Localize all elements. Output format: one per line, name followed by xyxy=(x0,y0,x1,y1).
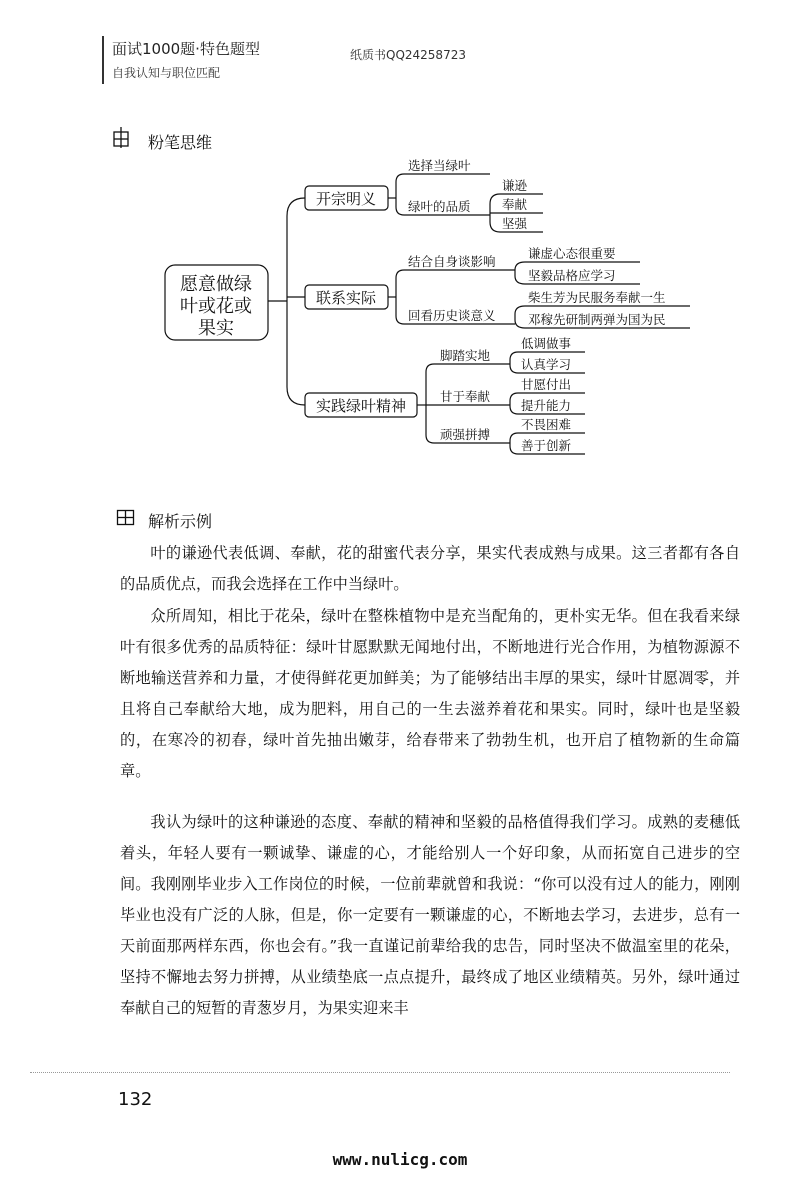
mindmap-child: 甘于奉献 xyxy=(440,389,491,404)
footer-url: www.nulicg.com xyxy=(332,1150,468,1169)
mind-map xyxy=(0,0,800,470)
book-title: 面试1000题·特色题型 xyxy=(112,40,260,58)
branch-label-2: 联系实际 xyxy=(315,289,377,307)
mindmap-leaf: 低调做事 xyxy=(521,336,572,351)
mindmap-leaf: 提升能力 xyxy=(521,398,572,413)
grid-section-icon xyxy=(116,509,136,527)
mindmap-child: 结合自身谈影响 xyxy=(408,254,496,269)
branch-label-3: 实践绿叶精神 xyxy=(315,397,407,415)
mindmap-leaf: 柴生芳为民服务奉献一生 xyxy=(528,290,666,305)
scan-artifact-line xyxy=(30,1072,730,1075)
branch-label-1: 开宗明义 xyxy=(315,190,377,208)
analysis-paragraph-1: 叶的谦逊代表低调、奉献，花的甜蜜代表分享，果实代表成熟与成果。这三者都有各自的品质优点，而我会选择在工作中当绿叶。 xyxy=(120,544,740,593)
mindmap-leaf: 谦虚心态很重要 xyxy=(528,246,616,261)
mindmap-leaf: 坚毅品格应学习 xyxy=(528,268,616,283)
analysis-paragraph-2: 众所周知，相比于花朵，绿叶在整株植物中是充当配角的，更朴实无华。但在我看来绿叶有很多优秀的品质特征：绿叶甘愿默默无闻地付出，不断地进行光合作用，为植物源源不断地输送营养和力量，才使得鲜花更加鲜美；为了能够结出丰厚的果实，绿叶甘愿凋零，并且将自己奉献给大地，成为肥料，用自己的一生去滋养着花和果实。同时，绿叶也是坚毅的，在寒冷的初春，绿叶首先抽出嫩芽，给春带来了勃勃生机，也开启了植物新的生命篇章。 xyxy=(120,607,740,780)
mindmap-leaf: 邓稼先研制两弹为国为民 xyxy=(528,312,666,327)
mindmap-child: 脚踏实地 xyxy=(440,348,491,363)
mindmap-root-line-3: 果实 xyxy=(198,318,234,339)
mindmap-root-line-1: 愿意做绿 xyxy=(180,274,252,295)
mindmap-leaf: 奉献 xyxy=(502,197,528,212)
mindmap-leaf: 坚强 xyxy=(502,216,528,231)
chapter-subtitle: 自我认知与职位匹配 xyxy=(112,66,221,80)
mindmap-leaf: 谦逊 xyxy=(502,178,528,193)
watermark-note: 纸质书QQ24258723 xyxy=(350,48,466,62)
mindmap-root-line-2: 叶或花或 xyxy=(180,296,252,317)
page-number: 132 xyxy=(118,1089,153,1110)
mindmap-leaf: 不畏困难 xyxy=(521,417,572,432)
analysis-paragraph-3: 我认为绿叶的这种谦逊的态度、奉献的精神和坚毅的品格值得我们学习。成熟的麦穗低着头，年轻人要有一颗诚挚、谦虚的心，才能给别人一个好印象，从而拓宽自己进步的空间。我刚刚毕业步入工作岗位的时候，一位前辈就曾和我说：“你可以没有过人的能力，刚刚毕业也没有广泛的人脉，但是，你一定要有一颗谦虚的心，不断地去学习，去进步，总有一天前面那两样东西，你也会有。”我一直谨记前辈给我的忠告，同时坚决不做温室里的花朵，坚持不懈地去努力拼搏，从业绩垫底一点点提升，最终成了地区业绩精英。另外，绿叶通过奉献自己的短暂的青葱岁月，为果实迎来丰 xyxy=(120,813,740,1017)
mindmap-leaf: 甘愿付出 xyxy=(521,377,572,392)
mindmap-child: 绿叶的品质 xyxy=(408,199,471,214)
mindmap-child: 回看历史谈意义 xyxy=(408,308,496,323)
mindmap-child: 选择当绿叶 xyxy=(408,158,471,173)
mindmap-section-title: 粉笔思维 xyxy=(148,133,213,152)
analysis-section-title: 解析示例 xyxy=(148,512,213,531)
mindmap-leaf: 善于创新 xyxy=(521,438,572,453)
mindmap-leaf: 认真学习 xyxy=(521,357,572,372)
mindmap-child: 顽强拼搏 xyxy=(440,427,491,442)
